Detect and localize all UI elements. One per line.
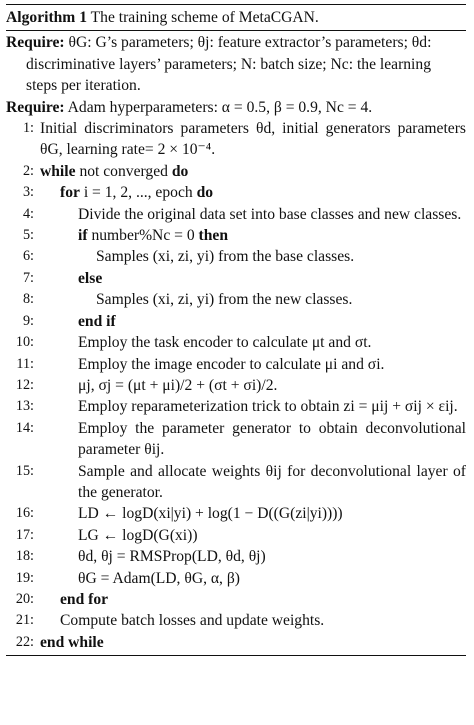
line-text: LD ← logD(xi|yi) + log(1 − D((G(zi|yi))))	[78, 505, 343, 523]
algorithm-line	[6, 375, 466, 396]
line-number: 4:	[22, 205, 34, 222]
algorithm-caption	[6, 5, 466, 30]
algorithm-line	[6, 503, 466, 524]
algorithm-line	[6, 546, 466, 567]
line-text: Employ reparameterization trick to obtain zi = μij + σij × εij.	[78, 398, 458, 416]
line-text: Employ the image encoder to calculate μi and σi.	[78, 355, 385, 373]
line-text: Initial discriminators parameters θd, initial generators parameters θG, learning rate= 2 × 10⁻⁴.	[40, 120, 466, 159]
line-text: Divide the original data set into base classes and new classes.	[78, 205, 462, 223]
line-text: Employ the parameter generator to obtain deconvolutional parameter θij.	[78, 419, 466, 459]
line-keyword: end if	[78, 312, 116, 330]
line-number: 15:	[15, 462, 34, 479]
require-keyword: Require:	[6, 98, 65, 116]
line-text: LG ← logD(G(xi))	[78, 526, 198, 544]
line-text: not converged	[79, 162, 168, 180]
line-content	[40, 589, 466, 610]
line-number: 13:	[15, 398, 34, 415]
line-number: 7:	[22, 269, 34, 286]
line-number: 6:	[22, 248, 34, 265]
algorithm-line	[6, 246, 466, 267]
algorithm-line	[6, 225, 466, 246]
algorithm-line	[6, 354, 466, 375]
line-content	[40, 268, 466, 289]
line-content	[40, 396, 466, 417]
line-number: 12:	[15, 376, 34, 393]
line-number: 10:	[15, 334, 34, 351]
line-text: number%Nc = 0	[91, 227, 195, 245]
line-number: 21:	[15, 612, 34, 629]
line-content	[40, 354, 466, 375]
algorithm-line	[6, 161, 466, 182]
line-text: Employ the task encoder to calculate μt and σt.	[78, 334, 372, 352]
line-number: 18:	[15, 548, 34, 565]
line-content	[40, 525, 466, 546]
line-number: 1:	[22, 120, 34, 137]
line-text: Sample and allocate weights θij for deconvolutional layer of the generator.	[78, 462, 466, 501]
line-number: 17:	[15, 526, 34, 543]
line-number: 22:	[15, 633, 34, 650]
line-content	[40, 568, 466, 589]
algorithm-line	[6, 610, 466, 631]
line-content	[40, 225, 466, 246]
require-text: Adam hyperparameters: α = 0.5, β = 0.9, Nc = 4.	[67, 98, 373, 116]
algorithm-lines	[6, 118, 466, 653]
line-number: 14:	[15, 419, 34, 436]
algorithm-line	[6, 396, 466, 417]
require-list	[6, 32, 466, 118]
algorithm-line	[6, 268, 466, 289]
line-content	[40, 246, 466, 267]
line-text: θG = Adam(LD, θG, α, β)	[78, 569, 240, 587]
algorithm-line	[6, 461, 466, 504]
line-content	[40, 503, 466, 524]
line-content	[40, 546, 466, 567]
line-content	[40, 118, 466, 161]
line-number: 11:	[16, 355, 34, 372]
algorithm-body	[6, 31, 466, 655]
line-content	[40, 461, 466, 504]
line-text: μj, σj = (μt + μi)/2 + (σt + σi)/2.	[78, 376, 278, 394]
line-content	[40, 311, 466, 332]
line-content	[40, 182, 466, 203]
line-text: i = 1, 2, ..., epoch	[83, 184, 193, 202]
line-keyword: end while	[40, 633, 104, 651]
algorithm-line	[6, 182, 466, 203]
algorithm-title: The training scheme of MetaCGAN.	[90, 9, 319, 26]
algorithm-line	[6, 568, 466, 589]
algorithm-line	[6, 204, 466, 225]
line-keyword: if	[78, 227, 88, 245]
line-content	[40, 610, 466, 631]
line-text: Samples (xi, zi, yi) from the new classes.	[96, 291, 353, 309]
line-number: 5:	[22, 227, 34, 244]
line-content	[40, 332, 466, 353]
require-item	[6, 32, 466, 96]
line-keyword: while	[40, 162, 76, 180]
line-number: 3:	[22, 184, 34, 201]
require-item	[6, 97, 466, 118]
line-content	[40, 632, 466, 653]
line-keyword: end for	[60, 590, 109, 608]
algorithm-line	[6, 311, 466, 332]
require-keyword: Require:	[6, 34, 65, 52]
algorithm-line	[6, 418, 466, 461]
line-keyword-end: do	[196, 184, 214, 202]
line-number: 2:	[22, 162, 34, 179]
algorithm-line	[6, 289, 466, 310]
algorithm-box	[6, 4, 466, 656]
line-number: 16:	[15, 505, 34, 522]
line-content	[40, 289, 466, 310]
algorithm-line	[6, 525, 466, 546]
algorithm-line	[6, 118, 466, 161]
line-number: 19:	[15, 569, 34, 586]
line-content	[40, 161, 466, 182]
bottom-rule	[6, 655, 466, 656]
line-content	[40, 375, 466, 396]
line-number: 8:	[22, 291, 34, 308]
algorithm-line	[6, 332, 466, 353]
algorithm-line	[6, 632, 466, 653]
line-number: 9:	[22, 312, 34, 329]
line-keyword-end: then	[198, 227, 229, 245]
line-text: Samples (xi, zi, yi) from the base classes.	[96, 248, 355, 266]
line-text: Compute batch losses and update weights.	[60, 612, 325, 630]
algorithm-line	[6, 589, 466, 610]
line-keyword: for	[60, 184, 80, 202]
line-text: θd, θj = RMSProp(LD, θd, θj)	[78, 548, 266, 566]
line-content	[40, 204, 466, 225]
line-keyword-end: do	[171, 162, 189, 180]
line-keyword: else	[78, 269, 103, 287]
line-content	[40, 418, 466, 461]
require-text: θG: G’s parameters; θj: feature extractor’s parameters; θd: discriminative layers’ parameters; N: batch size; Nc: the learning steps per iteration.	[26, 34, 432, 95]
line-number: 20:	[15, 590, 34, 607]
algorithm-label: Algorithm 1	[6, 9, 87, 26]
